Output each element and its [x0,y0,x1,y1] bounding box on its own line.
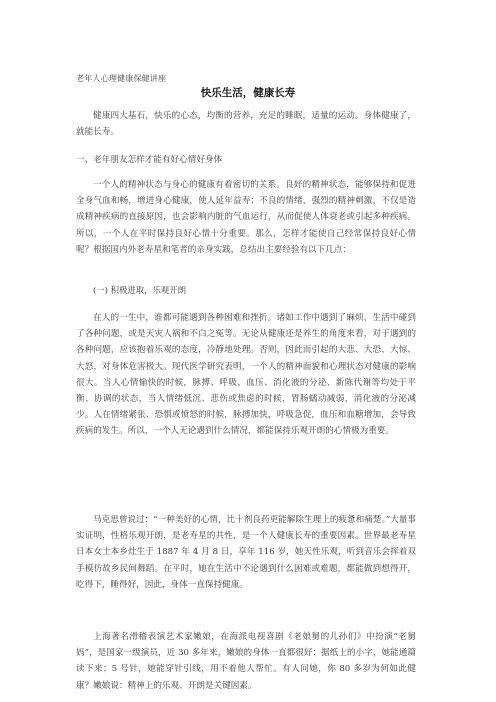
subsection-1-paragraph-3: 上海著名滑稽表演艺术家嫩娘，在海派电视喜剧《老娘舅的儿孙们》中扮演“老舅妈”，是国家一级演员，近 30 多年来，嫩娘的身体一直都很好：据纸上的小字，她能通篇读下来；5 号针，她能穿针引线，用不着他人帮忙。有人问她，你 80 多岁为何如此健康？嫩娘说：精神上的乐观、开朗是关键因素。 [76,632,416,691]
subsection-1-paragraph-2: 马克思曾说过：“一种美好的心情，比十剂良药更能解除生理上的疲惫和痛楚。”大量事实证明，性格乐观开朗，是老寿星的共性，是一个人健康长寿的重要因素。世界最老寿星日本女士本乡灶生于 1887 年 4 月 8 日，享年 116 岁，她天性乐观，听到音乐会挥着双手模仿故乡民间舞蹈。在平时，她在生活中不论遇到什么困难或难题，都能做到想得开，吃得下，睡得好，因此，身体一直保持健康。 [76,515,416,590]
document-title: 快乐生活，健康长寿 [200,87,296,99]
section-1-heading: 一、老年朋友怎样才能有好心情好身体 [76,155,223,165]
document-header-label: 老年人心理健康保健讲座 [76,73,167,83]
section-1-paragraph: 一个人的精神状态与身心的健康有着密切的关系。良好的精神状态，能够保持和促进全身气血和畅，增进身心健康，使人延年益寿；不良的情绪，强烈的精神刺激，不仅是造成精神疾病的直接原因，也会影响内脏的气血运行，从而促使人体衰老或引起多种疾病。所以，一个人在平时保持良好心情十分重要。那么，怎样才能使自己经常保持良好心情呢？根据国内外老寿星和笔者的亲身实践，总结出主要经验有以下几点： [76,180,416,255]
intro-paragraph: 健康四大基石，快乐的心态，均衡的营养，充足的睡眠，适量的运动。身体健康了，就能长寿。 [76,111,416,138]
subsection-1-paragraph-1: 在人的一生中，谁都可能遇到各种困难和挫折。诸如工作中遇到了麻烦，生活中碰到了各种问题，或是天灾人祸和不白之冤等。无论从健康还是养生的角度来看，对于遇到的各种问题，应该抱着乐观的态度，冷静地处理。否则，因此而引起的大悲、大恐、大惊、大怒，对身体危害极大。现代医学研究表明，一个人的精神面貌和心理状态对健康的影响很大。当人心情愉快的时候，脉搏、呼吸、血压、消化液的分泌、新陈代谢等均处于平衡、协调的状态，当人情绪低沉、悲伤或焦虑的时候，胃肠蠕动减弱，消化液的分泌减少。人在情绪紧张、恐惧或愤怒的时候，脉搏加快，呼吸急促，血压和血糖增加，会导致疾病的发生。所以，一个人无论遇到什么情况，都能保持乐观开朗的心情极为重要。 [76,313,416,437]
subsection-1-heading: (一) 积极进取，乐观开朗 [93,285,186,295]
